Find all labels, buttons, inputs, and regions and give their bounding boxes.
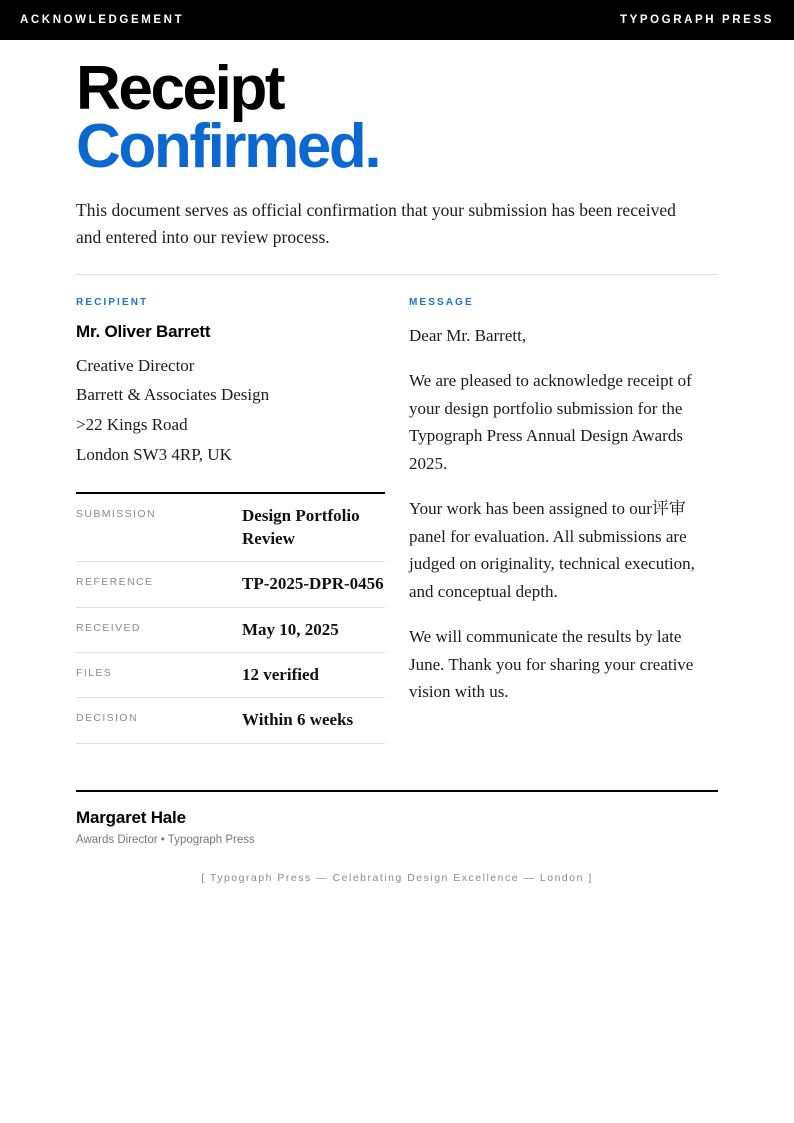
detail-label: SUBMISSION [76, 493, 236, 561]
brand-label: TYPOGRAPH PRESS [619, 14, 774, 26]
page-title-line-1: Receipt [76, 54, 284, 123]
table-row [76, 607, 385, 652]
message-paragraph: We will communicate the results by late June. Thank you for sharing your creative vision with us. [409, 627, 694, 702]
message-paragraph: We are pleased to acknowledge receipt of your design portfolio submission for the Typograph Press Annual Design Awards 2025. [409, 371, 692, 473]
detail-value: May 10, 2025 [236, 607, 385, 652]
table-row [76, 652, 385, 697]
footer-tagline: [ Typograph Press — Celebrating Design Excellence — London ] [201, 871, 593, 884]
detail-value: TP-2025-DPR-0456 [236, 562, 385, 607]
document-kind-label: ACKNOWLEDGEMENT [20, 14, 185, 26]
document-sheet [76, 40, 718, 884]
detail-label: RECEIVED [76, 607, 236, 652]
recipient-column [76, 297, 385, 744]
detail-value: Within 6 weeks [236, 698, 385, 743]
top-bar [0, 0, 794, 40]
signature-name: Margaret Hale [76, 807, 186, 827]
message-paragraph: Dear Mr. Barrett, [409, 325, 527, 345]
table-row [76, 698, 385, 743]
recipient-address-line: London SW3 4RP, UK [76, 445, 232, 465]
footer [76, 790, 718, 884]
detail-label: REFERENCE [76, 562, 236, 607]
recipient-address-line: Barrett & Associates Design [76, 385, 270, 405]
page-title-line-2: Confirmed. [76, 111, 380, 181]
intro-paragraph: This document serves as official confirmation that your submission has been received and entered into our review process. [76, 200, 676, 248]
detail-label: DECISION [76, 698, 236, 743]
recipient-section-label: RECIPIENT [76, 296, 149, 308]
recipient-address-line: >22 Kings Road [76, 415, 188, 435]
intro-divider [76, 274, 718, 275]
recipient-address-line: Creative Director [76, 355, 195, 375]
message-section-label: MESSAGE [409, 296, 474, 308]
table-row [76, 562, 385, 607]
message-column [409, 297, 718, 744]
detail-value: 12 verified [236, 652, 385, 697]
submission-details-table [76, 492, 385, 744]
table-row [76, 493, 385, 561]
detail-value: Design Portfolio Review [236, 493, 385, 561]
message-paragraph: Your work has been assigned to our评审 panel for evaluation. All submissions are judged on originality, technical execution, and conceptual depth. [409, 499, 695, 601]
signature-role: Awards Director • Typograph Press [76, 833, 255, 846]
body-columns [76, 297, 718, 744]
column-gap [385, 297, 409, 744]
page-title [76, 54, 718, 181]
detail-label: FILES [76, 652, 236, 697]
recipient-name: Mr. Oliver Barrett [76, 321, 211, 341]
